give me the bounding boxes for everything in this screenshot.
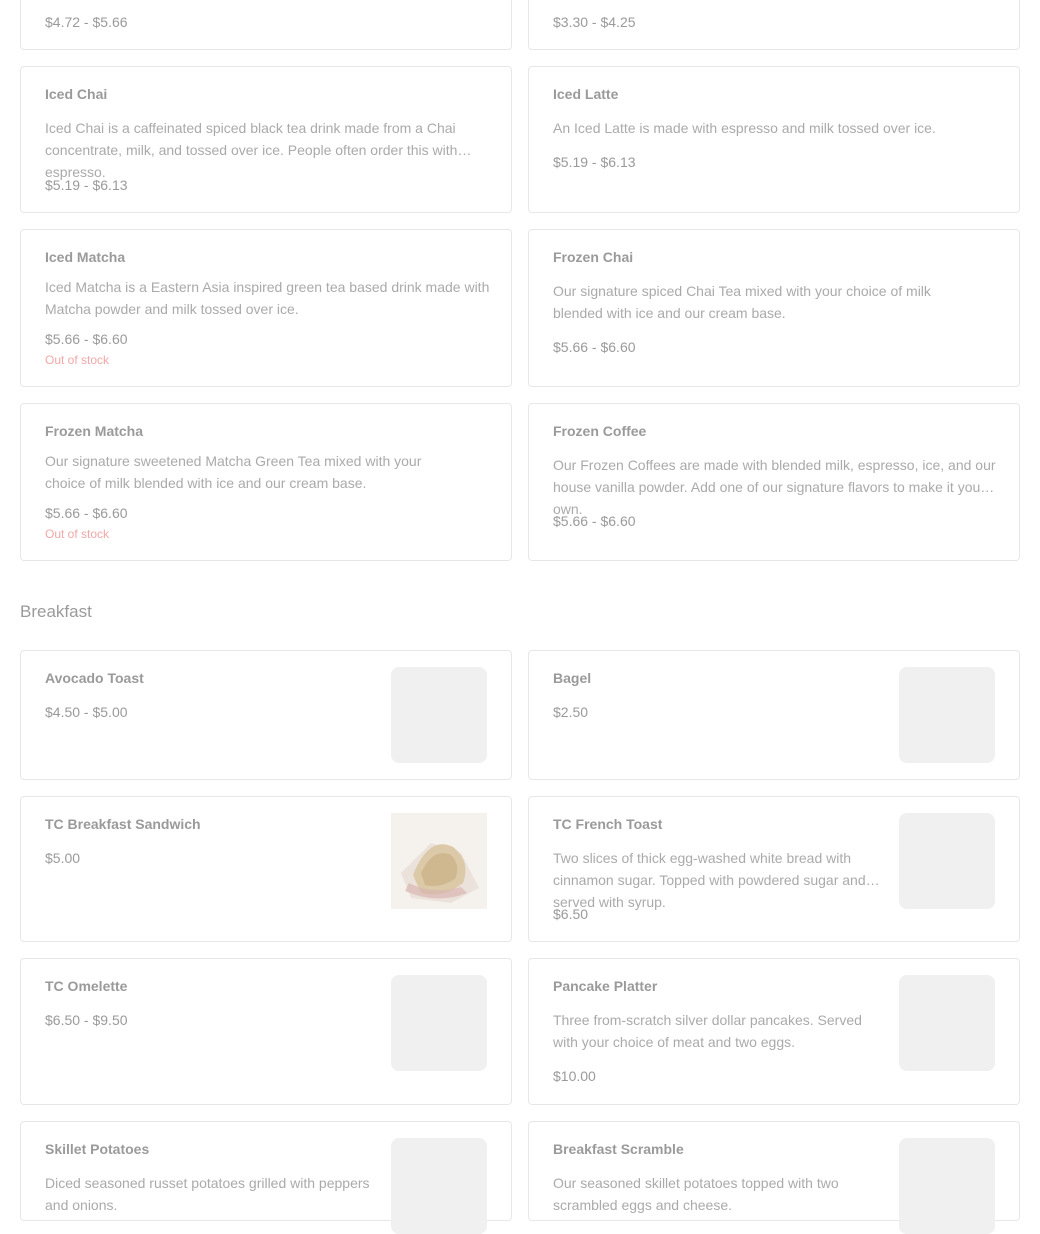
item-description: Iced Matcha is a Eastern Asia inspired green tea based drink made with Matcha powder and milk tossed over ice.	[45, 279, 490, 317]
item-name: TC French Toast	[553, 816, 663, 832]
item-image-placeholder	[899, 975, 995, 1071]
item-name: Skillet Potatoes	[45, 1141, 150, 1157]
item-image-placeholder	[391, 667, 487, 763]
menu-item-tc-breakfast-sandwich[interactable]	[20, 796, 512, 942]
item-name: Breakfast Scramble	[553, 1141, 684, 1157]
menu-item-card[interactable]	[528, 0, 1020, 50]
menu-item-iced-matcha[interactable]	[20, 229, 512, 387]
out-of-stock-label: Out of stock	[45, 527, 110, 541]
menu-item-breakfast-scramble[interactable]	[528, 1121, 1020, 1221]
menu-item-pancake-platter[interactable]	[528, 958, 1020, 1105]
item-name: Frozen Coffee	[553, 423, 647, 439]
item-price: $5.66 - $6.60	[45, 505, 128, 521]
item-image-placeholder	[391, 1138, 487, 1234]
menu-item-tc-omelette[interactable]	[20, 958, 512, 1105]
item-price: $6.50	[553, 906, 589, 922]
item-price: $5.66 - $6.60	[553, 339, 636, 355]
item-description: Iced Chai is a caffeinated spiced black tea drink made from a Chai concentrate, milk, and tossed over ice. People often order this with espresso.	[45, 120, 458, 180]
item-description: Two slices of thick egg-washed white bread with cinnamon sugar. Topped with powdered sugar and served with syrup.	[553, 850, 866, 910]
item-image-placeholder	[899, 813, 995, 909]
item-name: Iced Chai	[45, 86, 108, 102]
item-price: $5.66 - $6.60	[45, 331, 128, 347]
item-description: An Iced Latte is made with espresso and milk tossed over ice.	[553, 120, 936, 136]
item-description: Three from-scratch silver dollar pancakes. Served with your choice of meat and two eggs.	[553, 1012, 862, 1050]
out-of-stock-label: Out of stock	[45, 353, 110, 367]
item-price: $4.50 - $5.00	[45, 704, 128, 720]
section-title-breakfast: Breakfast	[20, 602, 92, 621]
menu-item-iced-latte[interactable]	[528, 66, 1020, 213]
item-price: $5.19 - $6.13	[553, 154, 636, 170]
menu-item-tc-french-toast[interactable]	[528, 796, 1020, 942]
menu-item-frozen-coffee[interactable]	[528, 403, 1020, 561]
item-name: Iced Matcha	[45, 249, 126, 265]
item-name: TC Omelette	[45, 978, 128, 994]
item-name: Frozen Matcha	[45, 423, 144, 439]
item-name: Avocado Toast	[45, 670, 144, 686]
item-description: Diced seasoned russet potatoes grilled with peppers and onions.	[45, 1175, 370, 1213]
item-price: $5.00	[45, 850, 81, 866]
item-name: Bagel	[553, 670, 592, 686]
item-image-placeholder	[899, 1138, 995, 1234]
item-price: $5.19 - $6.13	[45, 177, 128, 193]
item-price: $5.66 - $6.60	[553, 513, 636, 529]
item-price: $6.50 - $9.50	[45, 1012, 128, 1028]
menu-item-iced-chai[interactable]	[20, 66, 512, 213]
item-price: $2.50	[553, 704, 589, 720]
item-image-placeholder	[899, 667, 995, 763]
item-description: Our signature spiced Chai Tea mixed with your choice of milk blended with ice and our cream base.	[553, 283, 931, 321]
item-price: $10.00	[553, 1068, 596, 1084]
menu-item-card[interactable]	[20, 0, 512, 50]
item-description: Our Frozen Coffees are made with blended milk, espresso, ice, and our house vanilla powder. Add one of our signature flavors to make it your own.	[553, 457, 996, 517]
sandwich-photo-icon	[391, 813, 487, 909]
item-name: TC Breakfast Sandwich	[45, 816, 201, 832]
menu-item-skillet-potatoes[interactable]	[20, 1121, 512, 1221]
item-price: $3.30 - $4.25	[553, 14, 636, 30]
item-description: Our seasoned skillet potatoes topped with two scrambled eggs and cheese.	[553, 1175, 839, 1213]
menu-item-avocado-toast[interactable]	[20, 650, 512, 780]
menu-item-bagel[interactable]	[528, 650, 1020, 780]
menu-item-frozen-matcha[interactable]	[20, 403, 512, 561]
item-image-placeholder	[391, 975, 487, 1071]
item-price: $4.72 - $5.66	[45, 14, 128, 30]
item-description: Our signature sweetened Matcha Green Tea mixed with your choice of milk blended with ice and our cream base.	[45, 453, 422, 491]
item-name: Frozen Chai	[553, 249, 634, 265]
item-name: Iced Latte	[553, 86, 619, 102]
menu-item-frozen-chai[interactable]	[528, 229, 1020, 387]
item-name: Pancake Platter	[553, 978, 658, 994]
